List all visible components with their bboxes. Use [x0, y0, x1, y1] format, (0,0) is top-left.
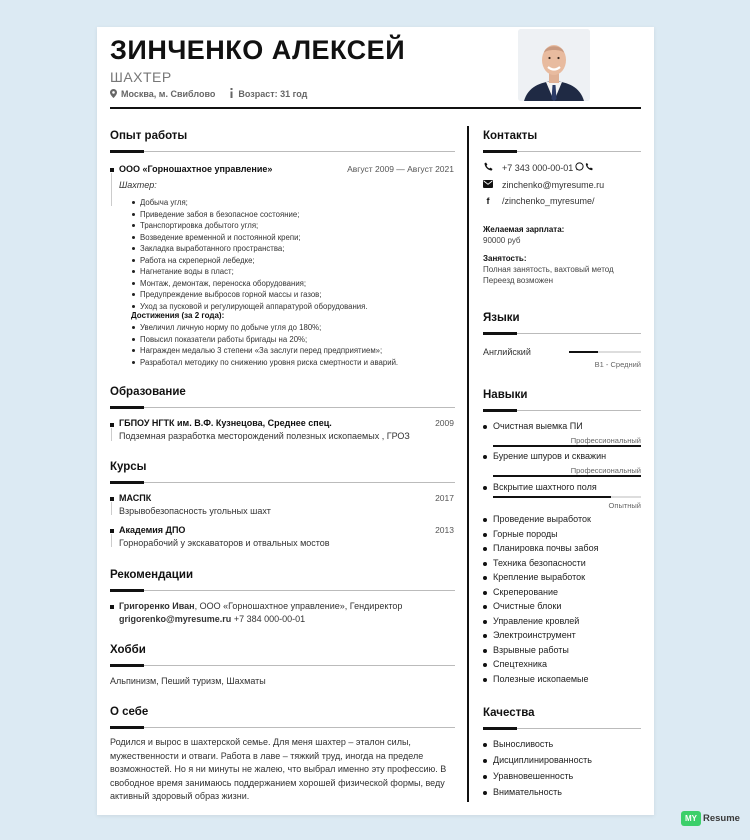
language-level-bar — [569, 351, 641, 353]
education-underline — [110, 407, 455, 408]
contact-phone[interactable]: +7 343 000-00-01 — [502, 162, 574, 173]
skill-item: Взрывные работы — [483, 645, 569, 655]
entry-timeline — [111, 428, 112, 441]
quality-item: Внимательность — [483, 787, 562, 797]
candidate-meta — [110, 88, 307, 100]
entry-timeline — [111, 534, 112, 547]
contact-email-row — [483, 180, 604, 190]
entry-bullet — [110, 605, 114, 609]
salary-value: 90000 руб — [483, 236, 521, 245]
employment-label: Занятость: — [483, 254, 527, 263]
column-divider — [467, 126, 469, 802]
whatsapp-icon — [575, 162, 584, 173]
education-institution: ГБПОУ НГТК им. В.Ф. Кузнецова, Среднее спец. — [119, 418, 332, 428]
courses-title: Курсы — [110, 461, 147, 473]
skill-level: Профессиональный — [570, 436, 641, 445]
skill-item: Спецтехника — [483, 659, 547, 669]
list-item: Добыча угля; — [131, 197, 368, 209]
recommendation-person: Григоренко Иван — [119, 601, 195, 611]
skill-item: Проведение выработок — [483, 514, 591, 524]
language-name: Английский — [483, 347, 531, 357]
contacts-underline — [483, 151, 641, 152]
list-item: Разработал методику по снижению уровня риска смертности и аварий. — [131, 357, 398, 369]
skill-item: Крепление выработок — [483, 572, 585, 582]
about-text: Родился и вырос в шахтерской семье. Для меня шахтер – эталон силы, мужественности и отваги. Работа в лаве – тяжкий труд, иногда на пределе возможностей. Но я ни минуты не жалею, что выбрал именно эту профессию. В свободное время занимаюсь поддержанием хорошей физической формы, веду активный здоровый образ жизни. — [110, 737, 447, 801]
language-level: B1 - Средний — [594, 360, 641, 369]
entry-timeline — [111, 502, 112, 515]
candidate-name: ЗИНЧЕНКО АЛЕКСЕЙ — [110, 35, 406, 65]
recommendation-phone: +7 384 000-00-01 — [231, 614, 306, 624]
skill-item: Бурение шпуров и скважин — [483, 451, 606, 461]
age-text: Возраст: 31 год — [238, 89, 308, 99]
skill-item: Управление кровлей — [483, 616, 579, 626]
skills-title: Навыки — [483, 389, 528, 401]
recommendation-details: , ООО «Горношахтное управление», Гендиректор — [194, 601, 403, 611]
skill-level-fill — [493, 445, 641, 447]
entry-bullet — [110, 168, 114, 172]
list-item: Работа на скреперной лебедке; — [131, 255, 368, 267]
header-divider — [110, 107, 641, 109]
list-item: Уход за пусковой и регулирующей аппаратурой оборудования. — [131, 301, 368, 313]
entry-bullet — [110, 497, 114, 501]
employment-value-2: Переезд возможен — [483, 276, 554, 285]
info-icon — [229, 88, 234, 100]
about-title: О себе — [110, 706, 149, 718]
course-year: 2013 — [435, 525, 454, 535]
hobbies-title: Хобби — [110, 644, 146, 656]
education-title: Образование — [110, 386, 186, 398]
list-item: Увеличил личную норму по добыче угля до 180%; — [131, 322, 398, 334]
entry-bullet — [110, 423, 114, 427]
skill-level-fill — [493, 496, 611, 498]
list-item: Закладка выработанного пространства; — [131, 243, 368, 255]
entry-bullet — [110, 529, 114, 533]
skill-level-bar — [493, 496, 641, 498]
contact-phone-row — [483, 162, 594, 173]
employment-value-1: Полная занятость, вахтовый метод — [483, 265, 614, 274]
hobbies-underline — [110, 665, 455, 666]
list-item: Приведение забоя в безопасное состояние; — [131, 209, 368, 221]
skill-item: Электроинструмент — [483, 630, 576, 640]
course-year: 2017 — [435, 493, 454, 503]
languages-title: Языки — [483, 312, 520, 324]
recommendations-underline — [110, 590, 455, 591]
achievements-list — [131, 322, 398, 368]
mail-icon — [483, 180, 493, 190]
recommendation-contact — [119, 614, 305, 624]
contacts-title: Контакты — [483, 130, 538, 142]
education-year: 2009 — [435, 418, 454, 428]
phone-icon — [483, 162, 493, 173]
list-item: Повысил показатели работы бригады на 20%; — [131, 334, 398, 346]
quality-item: Выносливость — [483, 739, 553, 749]
skill-level-fill — [493, 475, 641, 477]
list-item: Транспортировка добытого угля; — [131, 220, 368, 232]
skill-item: Горные породы — [483, 529, 558, 539]
entry-timeline — [111, 173, 112, 206]
skill-item: Очистная выемка ПИ — [483, 421, 583, 431]
quality-item: Дисциплинированность — [483, 755, 592, 765]
skills-underline — [483, 410, 641, 411]
skill-level: Опытный — [608, 501, 641, 510]
logo-my: MY — [681, 811, 701, 826]
facebook-icon: f — [486, 196, 490, 206]
skill-item: Вскрытие шахтного поля — [483, 482, 597, 492]
location-pin-icon — [110, 89, 117, 100]
recommendation-line — [119, 601, 402, 611]
list-item: Монтаж, демонтаж, переноска оборудования; — [131, 278, 368, 290]
recommendation-email[interactable]: grigorenko@myresume.ru — [119, 614, 232, 624]
recommendations-title: Рекомендации — [110, 569, 194, 581]
logo-resume: Resume — [703, 813, 740, 824]
experience-underline — [110, 151, 455, 152]
viber-icon — [585, 162, 594, 173]
skill-level: Профессиональный — [570, 466, 641, 475]
hobbies-text: Альпинизм, Пеший туризм, Шахматы — [110, 676, 266, 686]
about-underline — [110, 727, 455, 728]
skill-item: Очистные блоки — [483, 601, 561, 611]
education-specialty: Подземная разработка месторождений полезных ископаемых , ГРОЗ — [119, 431, 410, 441]
location-text: Москва, м. Свиблово — [121, 89, 216, 99]
experience-company: ООО «Горношахтное управление» — [119, 164, 273, 174]
quality-item: Уравновешенность — [483, 771, 573, 781]
duties-list — [131, 197, 368, 312]
skill-item: Скреперование — [483, 587, 558, 597]
contact-email[interactable]: zinchenko@myresume.ru — [502, 180, 605, 190]
skill-item: Полезные ископаемые — [483, 674, 589, 684]
language-level-fill — [569, 351, 598, 353]
course-name: Горнорабочий у экскаваторов и отвальных мостов — [119, 538, 330, 548]
course-name: Взрывобезопасность угольных шахт — [119, 506, 271, 516]
skill-level-bar — [493, 445, 641, 447]
contact-facebook[interactable]: /zinchenko_myresume/ — [502, 196, 595, 206]
skill-level-bar — [493, 475, 641, 477]
skill-item: Планировка почвы забоя — [483, 543, 598, 553]
candidate-photo — [518, 29, 590, 101]
list-item: Возведение временной и постоянной крепи; — [131, 232, 368, 244]
course-org: МАСПК — [119, 493, 152, 503]
salary-label: Желаемая зарплата: — [483, 225, 565, 234]
achievements-label: Достижения (за 2 года): — [131, 311, 225, 320]
course-org: Академия ДПО — [119, 525, 186, 535]
courses-underline — [110, 482, 455, 483]
experience-role: Шахтер: — [119, 180, 157, 190]
list-item: Нагнетание воды в пласт; — [131, 266, 368, 278]
list-item: Награжден медалью 3 степени «За заслуги перед предприятием»; — [131, 345, 398, 357]
candidate-position: ШАХТЕР — [110, 69, 172, 85]
list-item: Предупреждение выбросов горной массы и газов; — [131, 289, 368, 301]
contact-facebook-row — [483, 196, 595, 206]
languages-underline — [483, 333, 641, 334]
resume-page — [97, 27, 654, 815]
experience-title: Опыт работы — [110, 130, 188, 142]
qualities-title: Качества — [483, 707, 535, 719]
qualities-underline — [483, 728, 641, 729]
skill-item: Техника безопасности — [483, 558, 586, 568]
myresume-logo — [681, 811, 740, 826]
experience-period: Август 2009 — Август 2021 — [347, 164, 454, 174]
